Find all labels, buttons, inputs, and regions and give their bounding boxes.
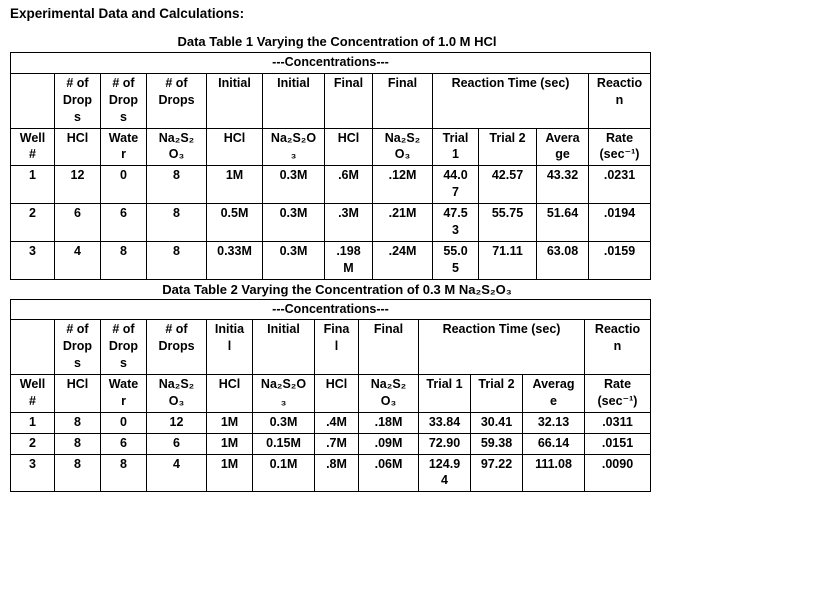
header-cell: # of Drops (147, 320, 207, 375)
table-cell: .4M (315, 412, 359, 433)
table-cell: 12 (147, 412, 207, 433)
column-header-row (11, 375, 651, 413)
header-cell: # of Drops (101, 320, 147, 375)
table-cell: 8 (55, 412, 101, 433)
table-cell: 4 (147, 454, 207, 492)
column-header: HCl (315, 375, 359, 413)
table-cell: 47.53 (433, 204, 479, 242)
table-cell: .09M (359, 433, 419, 454)
header-cell: Initial (263, 73, 325, 128)
column-header: Na₂S₂O₃ (373, 128, 433, 166)
table-cell: .06M (359, 454, 419, 492)
column-header: Rate (sec⁻¹) (585, 375, 651, 413)
table-cell: 2 (11, 204, 55, 242)
table-cell: .12M (373, 166, 433, 204)
table-cell: .198M (325, 241, 373, 279)
header-cell: # of Drops (147, 73, 207, 128)
document-heading: Experimental Data and Calculations: (10, 6, 245, 21)
table-cell: 59.38 (471, 433, 523, 454)
table-row (11, 166, 651, 204)
table-cell: 0.3M (263, 204, 325, 242)
column-header: Na₂S₂O₃ (147, 375, 207, 413)
header-cell: # of Drops (101, 73, 147, 128)
column-header: Average (537, 128, 589, 166)
table-cell: 71.11 (479, 241, 537, 279)
table-cell: .0311 (585, 412, 651, 433)
header-cell-reaction-time: Reaction Time (sec) (433, 73, 589, 128)
table-cell: .8M (315, 454, 359, 492)
table-cell: 1 (11, 166, 55, 204)
table-cell: 12 (55, 166, 101, 204)
column-header: Rate (sec⁻¹) (589, 128, 651, 166)
header-cell: Final (315, 320, 359, 375)
column-header: Trial 1 (433, 128, 479, 166)
table-cell: .0151 (585, 433, 651, 454)
table-cell: .0194 (589, 204, 651, 242)
table-row (11, 204, 651, 242)
table-cell: 0.1M (253, 454, 315, 492)
table-cell: 0.33M (207, 241, 263, 279)
table-cell: 66.14 (523, 433, 585, 454)
header-cell-reaction: Reaction (589, 73, 651, 128)
table-cell: 3 (11, 454, 55, 492)
table-cell: 8 (55, 454, 101, 492)
table-row (11, 412, 651, 433)
column-header: Na₂S₂O₃ (359, 375, 419, 413)
table-cell: 0.3M (263, 241, 325, 279)
header-cell: # of Drops (55, 320, 101, 375)
table-cell: 6 (101, 204, 147, 242)
table-cell: 42.57 (479, 166, 537, 204)
header-cell: Final (359, 320, 419, 375)
column-header: Well # (11, 128, 55, 166)
table-cell: 3 (11, 241, 55, 279)
column-header: Water (101, 375, 147, 413)
table-cell: 8 (147, 166, 207, 204)
table-row (11, 454, 651, 492)
table-cell: 33.84 (419, 412, 471, 433)
table1-caption: Data Table 1 Varying the Concentration of 1.0 M HCl (177, 34, 497, 49)
column-header-row (11, 128, 651, 166)
header-cell-reaction-time: Reaction Time (sec) (419, 320, 585, 375)
table-cell: .21M (373, 204, 433, 242)
table-cell: .6M (325, 166, 373, 204)
table-cell: 124.94 (419, 454, 471, 492)
table-cell: 2 (11, 433, 55, 454)
table-cell: 6 (101, 433, 147, 454)
table-row (11, 241, 651, 279)
table-cell: .3M (325, 204, 373, 242)
header-cell: Initial (207, 73, 263, 128)
corner-cell (11, 73, 55, 128)
table-cell: 1M (207, 412, 253, 433)
column-header: HCl (55, 128, 101, 166)
table-cell: 8 (55, 433, 101, 454)
column-header: Well # (11, 375, 55, 413)
table-cell: 6 (55, 204, 101, 242)
data-table-1 (10, 52, 651, 280)
table-cell: 43.32 (537, 166, 589, 204)
table-cell: 97.22 (471, 454, 523, 492)
table-cell: 8 (101, 241, 147, 279)
header-cell: # of Drops (55, 73, 101, 128)
column-header: Na₂S₂O₃ (253, 375, 315, 413)
table-cell: 0.3M (253, 412, 315, 433)
table-cell: 51.64 (537, 204, 589, 242)
header-cell: Initial (207, 320, 253, 375)
concentrations-banner: ---Concentrations--- (11, 299, 651, 320)
group-header-row (11, 73, 651, 128)
column-header: HCl (207, 128, 263, 166)
table-cell: 1M (207, 454, 253, 492)
table-cell: 0.5M (207, 204, 263, 242)
table-cell: 6 (147, 433, 207, 454)
table-cell: 8 (147, 241, 207, 279)
table-cell: .7M (315, 433, 359, 454)
column-header: Na₂S₂O₃ (147, 128, 207, 166)
header-cell: Final (325, 73, 373, 128)
concentrations-banner: ---Concentrations--- (11, 53, 651, 74)
column-header: Average (523, 375, 585, 413)
column-header: Trial 2 (471, 375, 523, 413)
table-cell: 30.41 (471, 412, 523, 433)
header-cell: Initial (253, 320, 315, 375)
column-header: Trial 2 (479, 128, 537, 166)
table-cell: .0090 (585, 454, 651, 492)
column-header: HCl (207, 375, 253, 413)
table-cell: .0231 (589, 166, 651, 204)
table-cell: .24M (373, 241, 433, 279)
concentrations-banner-row (11, 299, 651, 320)
header-cell-reaction: Reaction (585, 320, 651, 375)
column-header: HCl (325, 128, 373, 166)
column-header: Trial 1 (419, 375, 471, 413)
table-cell: 0.15M (253, 433, 315, 454)
table2-caption: Data Table 2 Varying the Concentration of 0.3 M Na₂S₂O₃ (162, 281, 512, 297)
table-cell: 1M (207, 433, 253, 454)
header-cell: Final (373, 73, 433, 128)
table-cell: 111.08 (523, 454, 585, 492)
table-cell: 4 (55, 241, 101, 279)
group-header-row (11, 320, 651, 375)
table-cell: .18M (359, 412, 419, 433)
table-cell: 0 (101, 166, 147, 204)
table-cell: 55.05 (433, 241, 479, 279)
table-cell: 0 (101, 412, 147, 433)
table-cell: 8 (101, 454, 147, 492)
table-cell: 1M (207, 166, 263, 204)
table-cell: 32.13 (523, 412, 585, 433)
table-cell: 72.90 (419, 433, 471, 454)
column-header: Water (101, 128, 147, 166)
data-table-2 (10, 299, 651, 493)
concentrations-banner-row (11, 53, 651, 74)
column-header: Na₂S₂O₃ (263, 128, 325, 166)
column-header: HCl (55, 375, 101, 413)
table-cell: 63.08 (537, 241, 589, 279)
table-cell: 0.3M (263, 166, 325, 204)
corner-cell (11, 320, 55, 375)
table-cell: 8 (147, 204, 207, 242)
table-cell: 1 (11, 412, 55, 433)
table-row (11, 433, 651, 454)
table-cell: 44.07 (433, 166, 479, 204)
table-cell: .0159 (589, 241, 651, 279)
table-cell: 55.75 (479, 204, 537, 242)
